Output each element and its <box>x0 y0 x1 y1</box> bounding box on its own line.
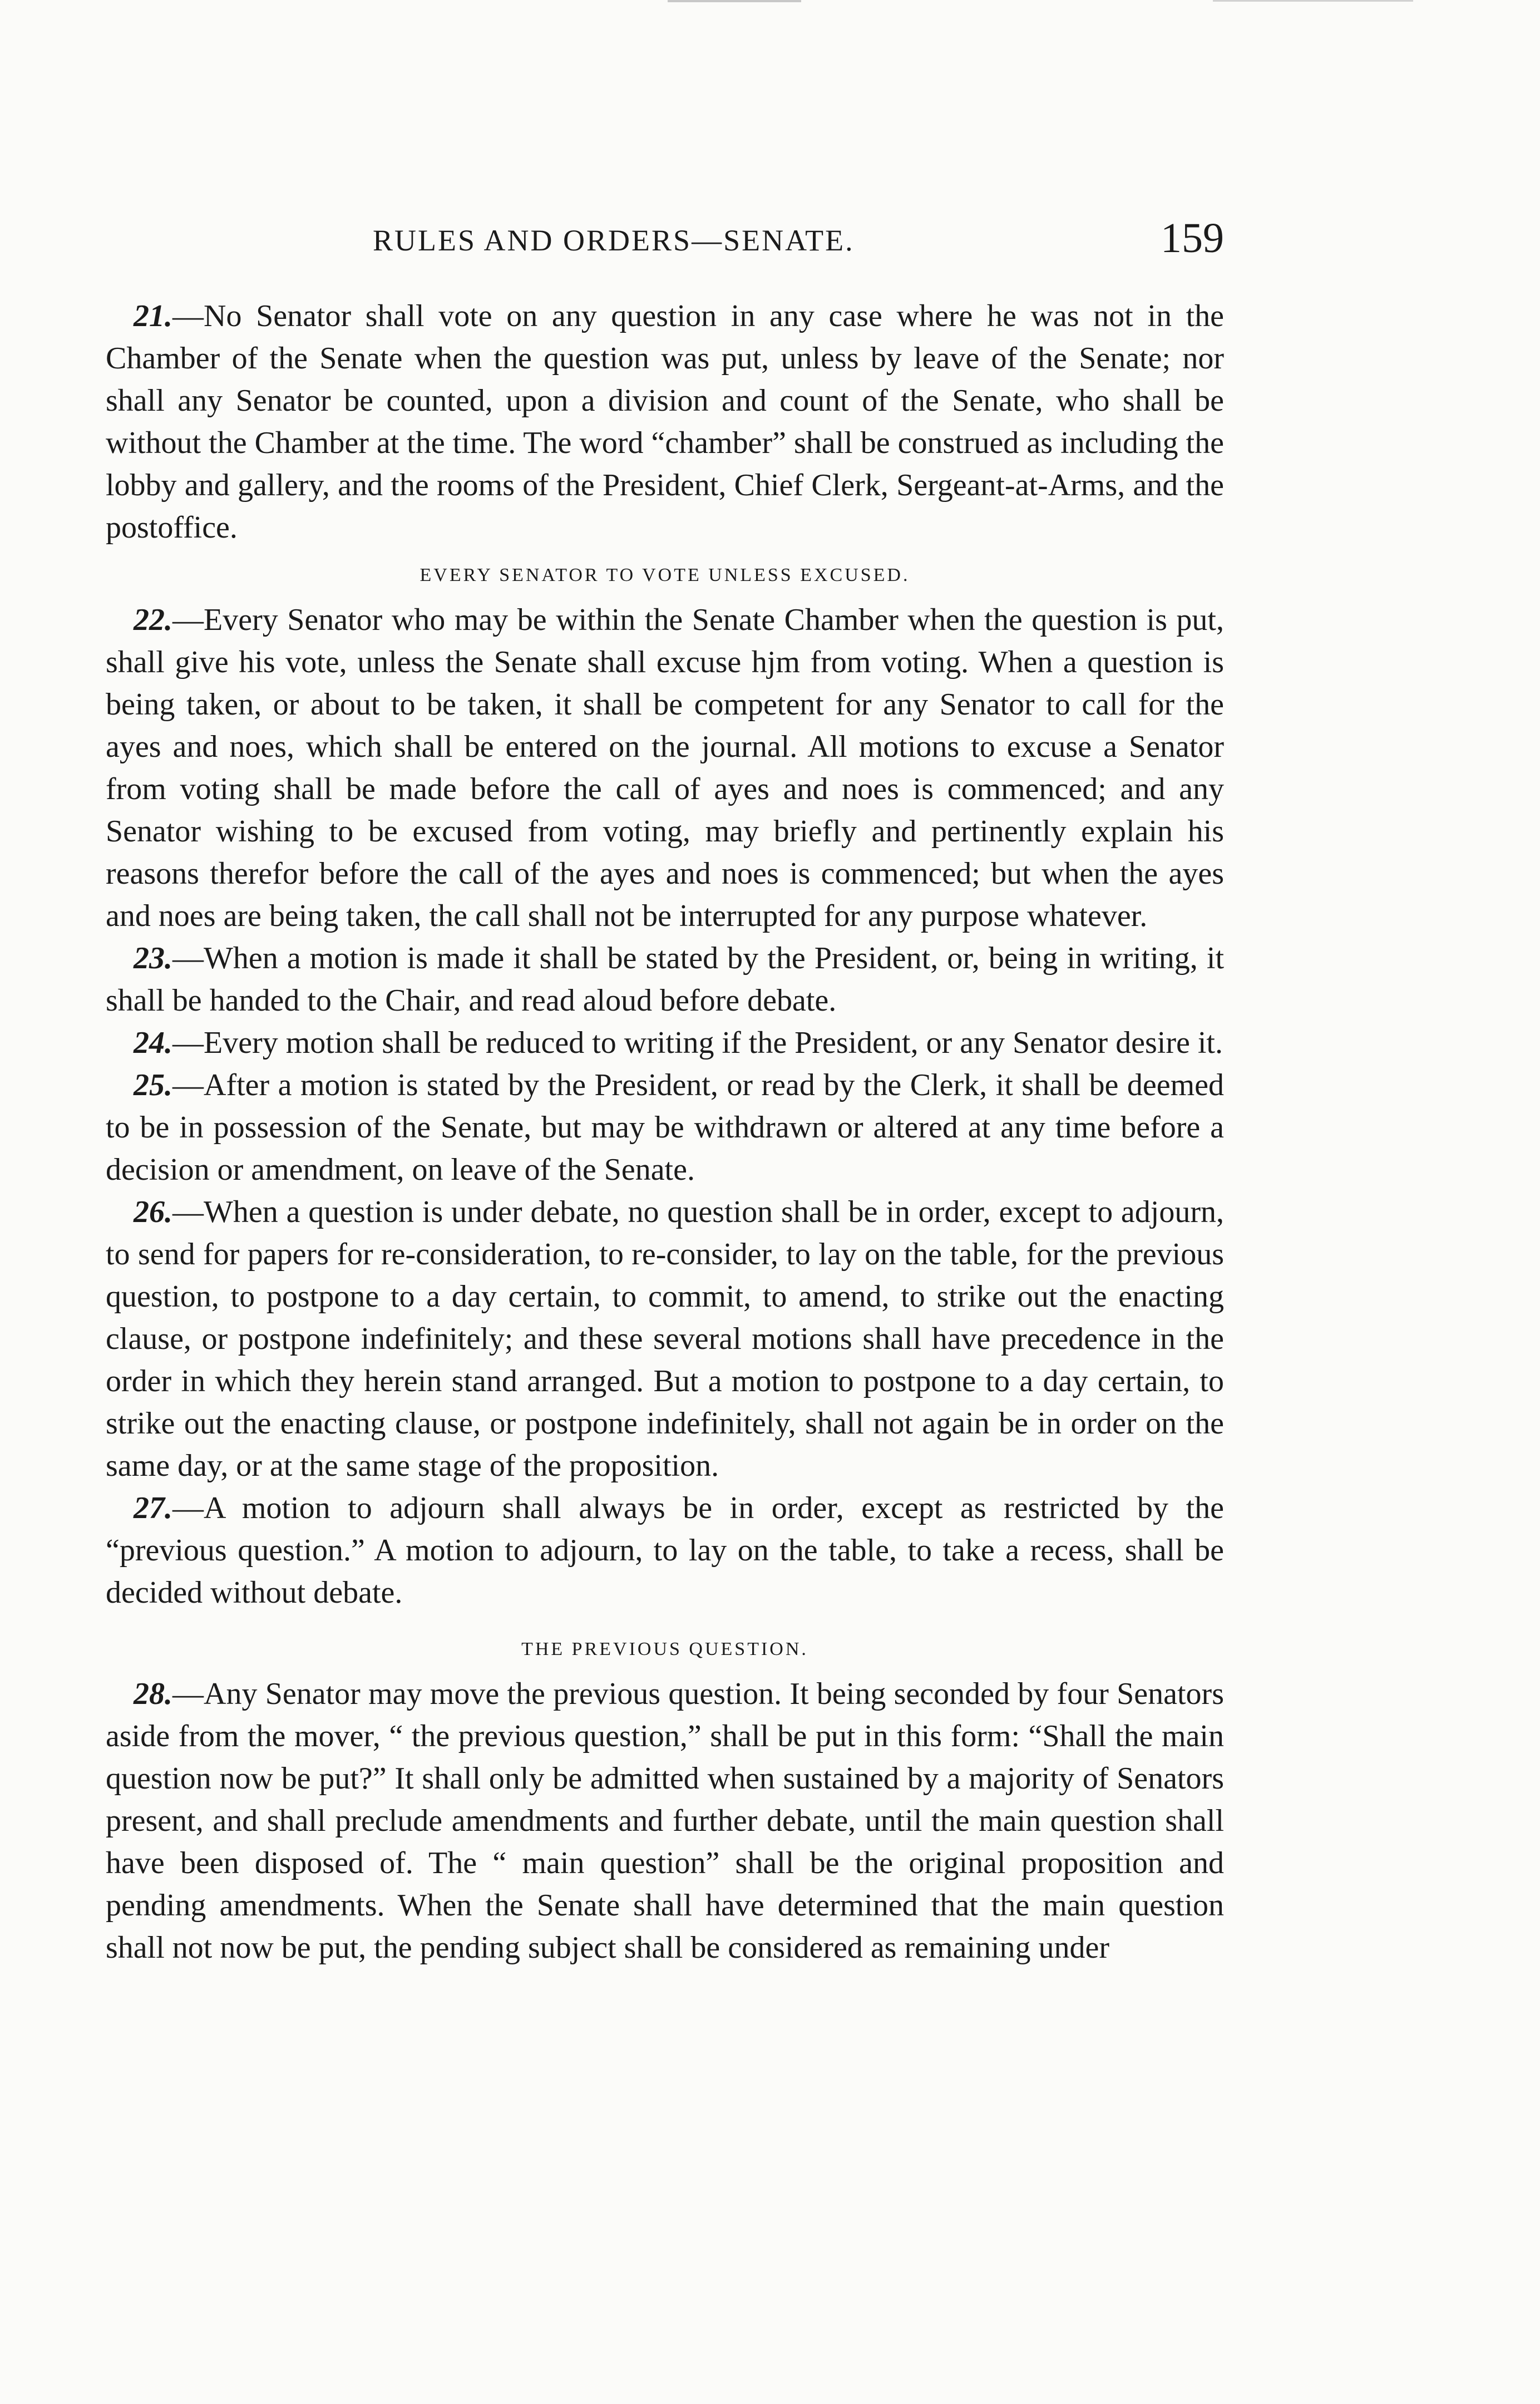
running-head <box>106 214 1224 270</box>
page-body <box>106 295 1224 1969</box>
rule-text: —When a motion is made it shall be stated by the President, or, being in writing, it shall be handed to the Chair, and read aloud before debate. <box>106 941 1224 1018</box>
rule-number: 23. <box>134 941 172 976</box>
scan-edge-mark <box>1213 0 1413 2</box>
rule-text: —When a question is under debate, no question shall be in order, except to adjourn, to send for papers for re-consideration, to re-consider, to lay on the table, for the previous question, to postpone to a day certain, to commit, to amend, to strike out the enacting clause, or postpone indefinitely; and these several motions shall have precedence in the order in which they herein stand arranged. But a motion to postpone to a day certain, to strike out the enacting clause, or postpone indefinitely, shall not again be in order on the same day, or at the same stage of the proposition. <box>106 1195 1224 1483</box>
running-title: RULES AND ORDERS—SENATE. <box>373 224 855 257</box>
rule-22 <box>106 599 1224 937</box>
rule-21 <box>106 295 1224 549</box>
page-number: 159 <box>1161 215 1224 262</box>
rule-number: 27. <box>134 1491 172 1525</box>
rule-23 <box>106 937 1224 1022</box>
rule-number: 24. <box>134 1026 172 1060</box>
rule-28 <box>106 1673 1224 1969</box>
rule-text: —Any Senator may move the previous question. It being seconded by four Senators aside from the mover, “ the previous question,” shall be put in this form: “Shall the main question now be put?” It shall only be admitted when sustained by a majority of Senators present, and shall preclude amendments and further debate, until the main question shall have been disposed of. The “ main question” shall be the original proposition and pending amendments. When the Senate shall have determined that the main question shall not now be put, the pending subject shall be considered as remaining under <box>106 1677 1224 1965</box>
rule-number: 26. <box>134 1195 172 1229</box>
rule-text: —No Senator shall vote on any question in any case where he was not in the Chamber of the Senate when the question was put, unless by leave of the Senate; nor shall any Senator be counted, upon a division and count of the Senate, who shall be without the Chamber at the time. The word “chamber” shall be construed as including the lobby and gallery, and the rooms of the President, Chief Clerk, Sergeant-at-Arms, and the postoffice. <box>106 299 1224 545</box>
rule-text: —Every Senator who may be within the Senate Chamber when the question is put, shall give his vote, unless the Senate shall excuse hjm from voting. When a question is being taken, or about to be taken, it shall be competent for any Senator to call for the ayes and noes, which shall be entered on the journal. All motions to excuse a Senator from voting shall be made before the call of ayes and noes is commenced; and any Senator wishing to be excused from voting, may briefly and pertinently explain his reasons therefor before the call of the ayes and noes is commenced; but when the ayes and noes are being taken, the call shall not be interrupted for any purpose whatever. <box>106 603 1224 933</box>
rule-27 <box>106 1487 1224 1614</box>
rule-text: —A motion to adjourn shall always be in order, except as restricted by the “previous question.” A motion to adjourn, to lay on the table, to take a recess, shall be decided without debate. <box>106 1491 1224 1610</box>
rule-number: 28. <box>134 1677 172 1711</box>
rule-24 <box>106 1022 1224 1064</box>
rule-text: —After a motion is stated by the President, or read by the Clerk, it shall be deemed to be in possession of the Senate, but may be withdrawn or altered at any time before a decision or amendment, on leave of the Senate. <box>106 1068 1224 1187</box>
rule-number: 21. <box>134 299 172 333</box>
rule-25 <box>106 1064 1224 1191</box>
scan-edge-mark <box>668 0 801 2</box>
rule-number: 22. <box>134 603 172 637</box>
section-heading-previous-question: THE PREVIOUS QUESTION. <box>521 1639 808 1659</box>
rule-text: —Every motion shall be reduced to writing if the President, or any Senator desire it. <box>172 1026 1223 1060</box>
rule-number: 25. <box>134 1068 172 1102</box>
rule-26 <box>106 1191 1224 1487</box>
section-heading-every-senator: EVERY SENATOR TO VOTE UNLESS EXCUSED. <box>419 565 910 585</box>
